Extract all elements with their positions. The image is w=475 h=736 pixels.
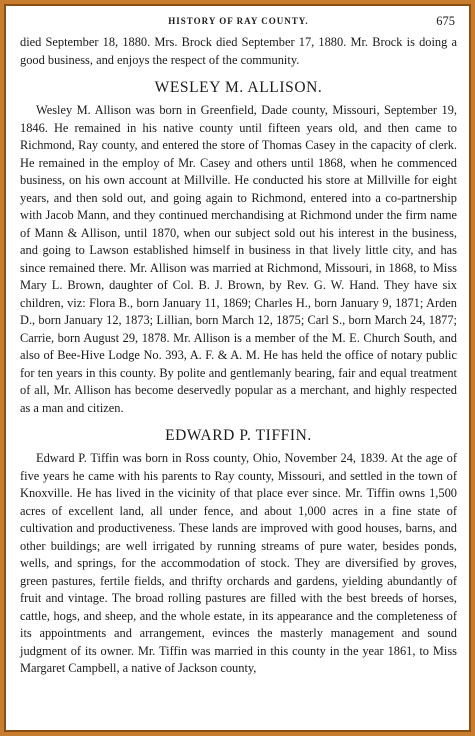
carryover-paragraph: died September 18, 1880. Mrs. Brock died September 17, 1880. Mr. Brock is doing a good business, and enjoys the respect of the community.: [20, 35, 457, 67]
section-heading-tiffin: EDWARD P. TIFFIN.: [165, 427, 312, 444]
book-page: [6, 6, 469, 730]
page-border-inner: [4, 4, 471, 732]
section-heading-allison: WESLEY M. ALLISON.: [154, 79, 323, 96]
section-body-allison: Wesley M. Allison was born in Greenfield, Dade county, Missouri, September 19, 1846. He remained in his native county until fifteen years old, and then came to Richmond, Ray county, and entered the store of Thomas Casey in the capacity of clerk. He remained in the employ of Mr. Casey and others until 1868, when he commenced business, on his own account at Millville. He conducted his store at Millville for eight years, and then sold out, and going again to Richmond, entered into a co-partnership with Jacob Mann, and they continued merchandising at Richmond under the firm name of Mann & Allison, until 1870, when our subject sold out his interest in the business, and going to Lawson established himself in business in that lively little city, and has since remained there. Mr. Allison was married at Richmond, Missouri, in 1868, to Miss Mary L. Brown, daughter of Col. B. J. Brown, by Rev. G. W. Hand. They have six children, viz: Flora B., born January 11, 1869; Charles H., born January 9, 1871; Arden D., born January 12, 1873; Lillian, born March 12, 1875; Carl S., born March 24, 1877; Carrie, born August 29, 1878. Mr. Allison is a member of the M. E. Church South, and also of Bee-Hive Lodge No. 393, A. F. & A. M. He has held the office of notary public for ten years in this county. By polite and gentlemanly bearing, fair and equal treatment of all, Mr. Allison has become deservedly popular as a merchant, and highly respected as a man and citizen.: [20, 103, 457, 415]
section-body-tiffin: Edward P. Tiffin was born in Ross county, Ohio, November 24, 1839. At the age of five years he came with his parents to Ray county, Missouri, and settled in the town of Knoxville. He has lived in the vicinity of that place ever since. Mr. Tiffin owns 1,500 acres of excellent land, all under fence, and about 1,000 acres in a fine state of cultivation and productiveness. These lands are improved with good houses, barns, and other buildings; are well irrigated by running streams of pure water, besides ponds, wells, and springs, for the accommodation of stock. They are diversified by groves, green pastures, fertile fields, and thrifty orchards and gardens, yielding abundantly of fruit and vintage. The broad rolling pastures are filled with the best breeds of horses, cattle, hogs, and sheep, and the whole estate, in its appearance and the completeness of its appointments and arrangement, evinces the masterly management and sound judgment of its owner. Mr. Tiffin was married in this county in the year 1861, to Miss Margaret Campbell, a native of Jackson county,: [20, 451, 457, 675]
running-head: [20, 14, 457, 34]
running-head-title: HISTORY OF RAY COUNTY.: [168, 16, 309, 26]
page-number: 675: [436, 14, 455, 28]
